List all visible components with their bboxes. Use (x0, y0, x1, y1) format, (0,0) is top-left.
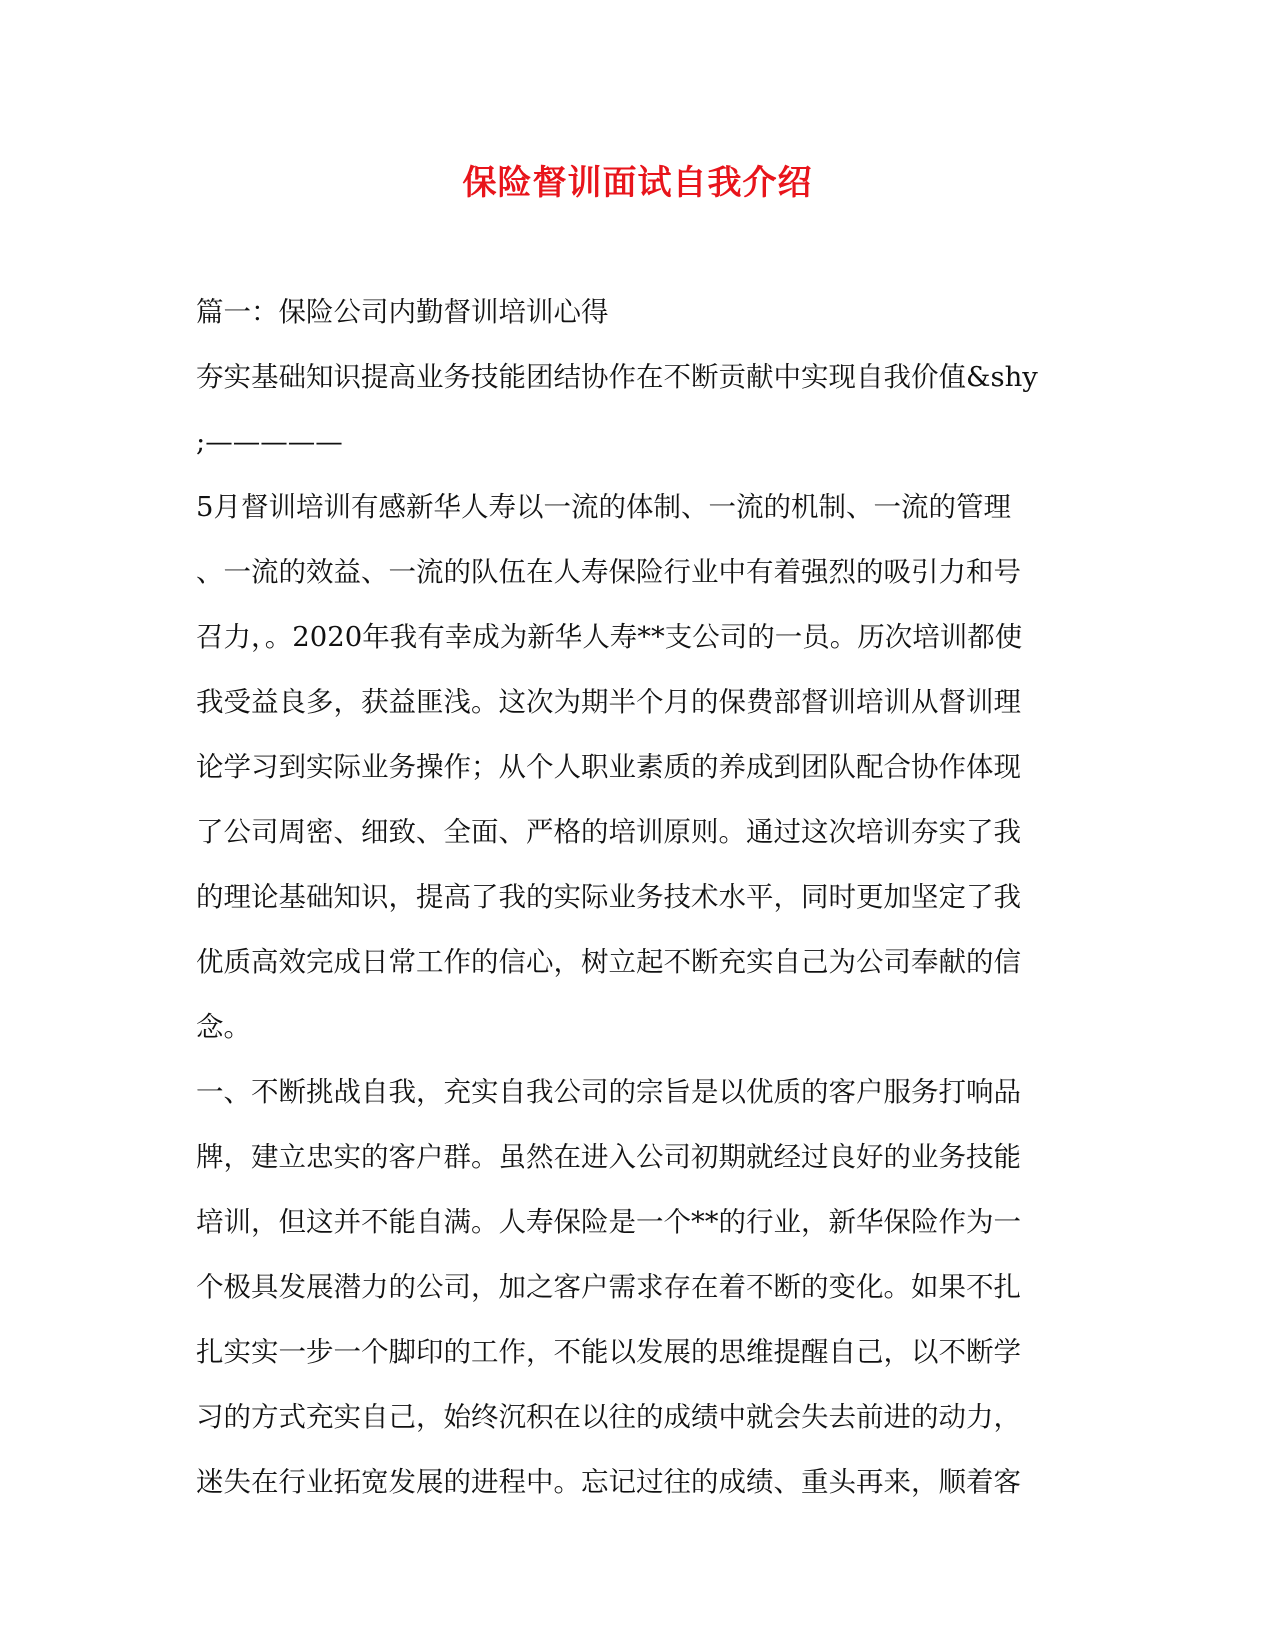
text-line: 一、不断挑战自我，充实自我公司的宗旨是以优质的客户服务打响品 (196, 1076, 1021, 1108)
text-line: ;————— (196, 426, 343, 458)
text-line: 了公司周密、细致、全面、严格的培训原则。通过这次培训夯实了我 (196, 816, 1021, 848)
text-line: 培训，但这并不能自满。人寿保险是一个**的行业，新华保险作为一 (196, 1206, 1021, 1238)
text-line: 篇一：保险公司内勤督训培训心得 (196, 296, 609, 328)
text-line: 习的方式充实自己，始终沉积在以往的成绩中就会失去前进的动力， (196, 1401, 1021, 1433)
document-title: 保险督训面试自我介绍 (462, 163, 813, 203)
text-line: 召力，。2020年我有幸成为新华人寿**支公司的一员。历次培训都使 (196, 621, 1023, 653)
text-line: 个极具发展潜力的公司，加之客户需求存在着不断的变化。如果不扎 (196, 1271, 1021, 1303)
document-body (196, 280, 1076, 1515)
text-line: 夯实基础知识提高业务技能团结协作在不断贡献中实现自我价值&shy (196, 361, 1038, 393)
text-line: 扎实实一步一个脚印的工作，不能以发展的思维提醒自己，以不断学 (196, 1336, 1021, 1368)
text-line: 优质高效完成日常工作的信心，树立起不断充实自己为公司奉献的信 (196, 946, 1021, 978)
text-line: 、一流的效益、一流的队伍在人寿保险行业中有着强烈的吸引力和号 (196, 556, 1021, 588)
text-line: 牌，建立忠实的客户群。虽然在进入公司初期就经过良好的业务技能 (196, 1141, 1021, 1173)
text-line: 论学习到实际业务操作；从个人职业素质的养成到团队配合协作体现 (196, 751, 1021, 783)
text-line: 的理论基础知识，提高了我的实际业务技术水平，同时更加坚定了我 (196, 881, 1021, 913)
text-line: 念。 (196, 1011, 251, 1043)
text-line: 迷失在行业拓宽发展的进程中。忘记过往的成绩、重头再来，顺着客 (196, 1466, 1021, 1498)
text-line: 5月督训培训有感新华人寿以一流的体制、一流的机制、一流的管理 (196, 491, 1011, 523)
text-line: 我受益良多，获益匪浅。这次为期半个月的保费部督训培训从督训理 (196, 686, 1021, 718)
